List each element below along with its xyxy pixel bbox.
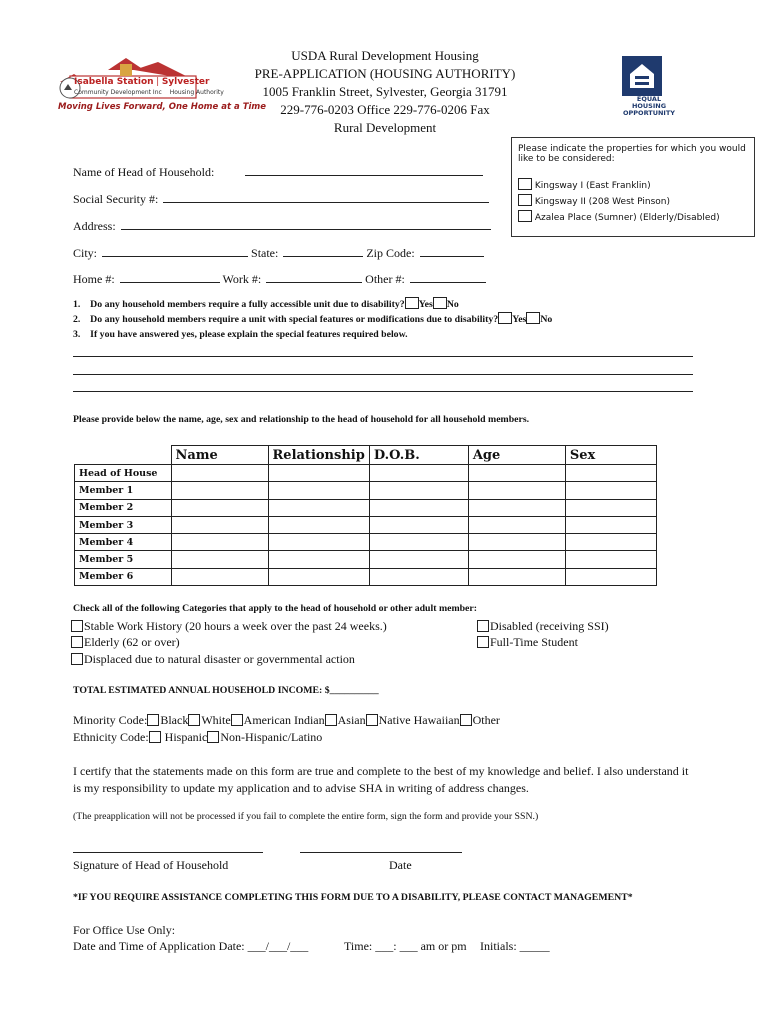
- student-label: Full-Time Student: [490, 635, 578, 649]
- state-label: State:: [251, 246, 279, 260]
- date-line[interactable]: [300, 852, 462, 853]
- q1-no-label: No: [446, 299, 459, 310]
- address-field[interactable]: [121, 229, 491, 230]
- office-use-heading: For Office Use Only:: [73, 923, 176, 937]
- state-field[interactable]: [283, 256, 363, 257]
- hispanic-label: Hispanic: [164, 730, 208, 744]
- cell[interactable]: [369, 534, 468, 551]
- cell[interactable]: [171, 551, 268, 568]
- cell[interactable]: [171, 568, 268, 585]
- ssn-label: Social Security #:: [73, 192, 159, 206]
- q2-yes-label: Yes: [512, 314, 527, 325]
- non-hispanic-label: Non-Hispanic/Latino: [220, 730, 323, 744]
- asian-label: Asian: [337, 713, 366, 727]
- cell[interactable]: [565, 534, 656, 551]
- header-address: 1005 Franklin Street, Sylvester, Georgia 31791: [262, 84, 508, 99]
- eho-text: [620, 96, 678, 117]
- stable-label: Stable Work History (20 hours a week over the past 24 weeks.): [84, 619, 387, 633]
- work-phone-label: Work #:: [222, 272, 262, 286]
- disabled-label: Disabled (receiving SSI): [490, 619, 609, 633]
- black-checkbox[interactable]: [147, 714, 159, 726]
- zip-label: Zip Code:: [366, 246, 415, 260]
- col-name: Name: [171, 446, 268, 465]
- home-phone-field[interactable]: [120, 282, 220, 283]
- head-name-label: Name of Head of Household:: [73, 165, 215, 179]
- non-hispanic-checkbox[interactable]: [207, 731, 219, 743]
- cell[interactable]: [369, 568, 468, 585]
- cell[interactable]: [369, 551, 468, 568]
- processing-note: (The preapplication will not be processed if you fail to complete the entire form, sign the form and provide your SSN.): [73, 811, 539, 822]
- certification-text: I certify that the statements made on this form are true and complete to the best of my knowledge and belief. I also understand it is my responsibility to update my application and to advise SHA in writing of address changes.: [73, 764, 689, 795]
- cell[interactable]: [268, 551, 369, 568]
- category-disabled[interactable]: [477, 619, 609, 634]
- cell[interactable]: [171, 534, 268, 551]
- property-label-2: Kingsway II (208 West Pinson): [534, 197, 670, 207]
- logo-name-1: Isabella Station: [74, 77, 154, 87]
- ethnicity-label: Ethnicity Code:: [73, 730, 149, 744]
- q1-yes-checkbox[interactable]: [405, 297, 419, 309]
- row-label: Member 4: [75, 534, 172, 551]
- head-name-row: [73, 165, 483, 180]
- cell[interactable]: [468, 499, 565, 516]
- asian-checkbox[interactable]: [325, 714, 337, 726]
- address-row: [73, 219, 491, 234]
- q2-yes-checkbox[interactable]: [498, 312, 512, 324]
- displaced-checkbox[interactable]: [71, 653, 83, 665]
- cell[interactable]: [268, 568, 369, 585]
- question-1-text: Do any household members require a fully accessible unit due to disability?: [90, 299, 405, 310]
- category-stable[interactable]: [71, 619, 387, 634]
- property-checkbox-3[interactable]: [518, 210, 532, 222]
- native-hawaiian-checkbox[interactable]: [366, 714, 378, 726]
- row-label: Member 5: [75, 551, 172, 568]
- logo-sub-1: Community Development Inc: [74, 89, 162, 96]
- minority-row: [73, 713, 500, 728]
- signature-line[interactable]: [73, 852, 263, 853]
- cell[interactable]: [369, 516, 468, 533]
- q2-no-checkbox[interactable]: [526, 312, 540, 324]
- ssn-field[interactable]: [163, 202, 489, 203]
- cell[interactable]: [171, 482, 268, 499]
- explain-line-2[interactable]: [73, 374, 693, 375]
- cell[interactable]: [171, 499, 268, 516]
- cell[interactable]: [468, 534, 565, 551]
- address-label: Address:: [73, 219, 116, 233]
- explain-line-1[interactable]: [73, 356, 693, 357]
- equal-housing-icon: [622, 56, 662, 96]
- cell[interactable]: [171, 516, 268, 533]
- table-row: [75, 482, 657, 499]
- cell[interactable]: [565, 482, 656, 499]
- city-row: [73, 246, 484, 261]
- city-label: City:: [73, 246, 98, 260]
- elderly-checkbox[interactable]: [71, 636, 83, 648]
- cell[interactable]: [468, 482, 565, 499]
- properties-box: [511, 137, 755, 237]
- explain-line-3[interactable]: [73, 391, 693, 392]
- header-dept: Rural Development: [333, 120, 437, 135]
- question-1: 1. Do any household members require a fully accessible unit due to disability? Yes No: [73, 299, 459, 310]
- logo-text: Isabella Station | Sylvester: [74, 77, 210, 87]
- row-label: Head of House: [75, 465, 172, 482]
- white-label: White: [201, 713, 231, 727]
- eho-line2: OPPORTUNITY: [622, 109, 675, 117]
- row-label: Member 6: [75, 568, 172, 585]
- category-displaced[interactable]: [71, 652, 355, 667]
- logo-tagline: Moving Lives Forward, One Home at a Time: [58, 102, 267, 112]
- household-members-table: [74, 445, 657, 586]
- cell[interactable]: [565, 568, 656, 585]
- work-phone-field[interactable]: [266, 282, 362, 283]
- questions: [73, 297, 552, 342]
- head-name-field[interactable]: [245, 175, 483, 176]
- header-phones: 229-776-0203 Office 229-776-0206 Fax: [280, 102, 490, 117]
- cell[interactable]: [268, 534, 369, 551]
- zip-field[interactable]: [420, 256, 484, 257]
- cell[interactable]: [468, 551, 565, 568]
- property-checkbox-1[interactable]: [518, 178, 532, 190]
- property-option-2[interactable]: [518, 194, 748, 210]
- table-row: [75, 516, 657, 533]
- question-3: 3. If you have answered yes, please explain the special features required below.: [73, 329, 408, 340]
- city-field[interactable]: [102, 256, 248, 257]
- cell[interactable]: [565, 499, 656, 516]
- table-row: [75, 499, 657, 516]
- native-hawaiian-label: Native Hawaiian: [378, 713, 460, 727]
- signature-label: Signature of Head of Household: [73, 858, 229, 872]
- members-intro: Please provide below the name, age, sex and relationship to the head of household for all household members.: [73, 414, 530, 425]
- question-2: 2. Do any household members require a unit with special features or modifications due to disability? Yes No: [73, 314, 553, 325]
- categories-heading: Check all of the following Categories that apply to the head of household or other adult member:: [73, 603, 478, 614]
- category-student[interactable]: [477, 635, 578, 650]
- property-label-1: Kingsway I (East Franklin): [534, 181, 651, 191]
- q2-no-label: No: [540, 314, 553, 325]
- table-corner: [75, 446, 172, 465]
- category-elderly[interactable]: [71, 635, 180, 650]
- minority-label: Minority Code:: [73, 713, 148, 727]
- other-label: Other: [472, 713, 500, 727]
- cell[interactable]: [369, 482, 468, 499]
- table-row: [75, 568, 657, 585]
- cell[interactable]: [268, 482, 369, 499]
- cell[interactable]: [468, 568, 565, 585]
- other-phone-label: Other #:: [365, 272, 405, 286]
- col-sex: Sex: [565, 446, 656, 465]
- other-checkbox[interactable]: [460, 714, 472, 726]
- date-label: Date: [389, 858, 412, 872]
- q1-yes-label: Yes: [418, 299, 433, 310]
- table-header-row: [75, 446, 657, 465]
- cell[interactable]: [369, 499, 468, 516]
- hispanic-checkbox[interactable]: [149, 731, 161, 743]
- cell[interactable]: [369, 465, 468, 482]
- question-2-text: Do any household members require a unit with special features or modifications due to disability?: [90, 314, 499, 325]
- cell[interactable]: [268, 516, 369, 533]
- office-initials-field[interactable]: Initials: _____: [480, 939, 550, 953]
- property-option-1[interactable]: [518, 178, 748, 194]
- logo-name-2: Sylvester: [161, 77, 210, 87]
- properties-heading: Please indicate the properties for which you would like to be considered:: [518, 144, 746, 164]
- q1-no-checkbox[interactable]: [433, 297, 447, 309]
- office-time-field[interactable]: Time: ___: ___ am or pm: [344, 939, 467, 953]
- income-field[interactable]: TOTAL ESTIMATED ANNUAL HOUSEHOLD INCOME: $__________: [73, 685, 379, 696]
- row-label: Member 2: [75, 499, 172, 516]
- property-option-3[interactable]: [518, 210, 748, 226]
- table-row: [75, 534, 657, 551]
- table-row: [75, 551, 657, 568]
- document-header: [200, 47, 570, 137]
- american-indian-label: American Indian: [243, 713, 325, 727]
- cell[interactable]: [268, 465, 369, 482]
- phone-row: [73, 272, 486, 287]
- ethnicity-row: [73, 730, 322, 745]
- question-3-text: If you have answered yes, please explain the special features required below.: [90, 329, 408, 340]
- displaced-label: Displaced due to natural disaster or governmental action: [84, 652, 355, 666]
- eho-line1: EQUAL HOUSING: [631, 95, 667, 110]
- logo-sub-2: Housing Authority: [169, 89, 224, 96]
- stable-checkbox[interactable]: [71, 620, 83, 632]
- col-dob: D.O.B.: [369, 446, 468, 465]
- table-row: [75, 465, 657, 482]
- property-label-3: Azalea Place (Sumner) (Elderly/Disabled): [534, 213, 720, 223]
- col-age: Age: [468, 446, 565, 465]
- office-date-field[interactable]: Date and Time of Application Date: ___/___/___: [73, 939, 309, 953]
- elderly-label: Elderly (62 or over): [84, 635, 180, 649]
- home-phone-label: Home #:: [73, 272, 115, 286]
- row-label: Member 3: [75, 516, 172, 533]
- cell[interactable]: [565, 516, 656, 533]
- cell[interactable]: [468, 465, 565, 482]
- american-indian-checkbox[interactable]: [231, 714, 243, 726]
- ssn-row: [73, 192, 489, 207]
- header-subtitle: PRE-APPLICATION (HOUSING AUTHORITY): [254, 66, 516, 81]
- property-checkbox-2[interactable]: [518, 194, 532, 206]
- other-phone-field[interactable]: [410, 282, 486, 283]
- cell[interactable]: [565, 551, 656, 568]
- assistance-notice: *IF YOU REQUIRE ASSISTANCE COMPLETING THIS FORM DUE TO A DISABILITY, PLEASE CONTACT MANAGEMENT*: [73, 892, 633, 903]
- row-label: Member 1: [75, 482, 172, 499]
- cell[interactable]: [468, 516, 565, 533]
- cell[interactable]: [171, 465, 268, 482]
- white-checkbox[interactable]: [188, 714, 200, 726]
- student-checkbox[interactable]: [477, 636, 489, 648]
- disabled-checkbox[interactable]: [477, 620, 489, 632]
- cell[interactable]: [268, 499, 369, 516]
- black-label: Black: [160, 713, 189, 727]
- cell[interactable]: [565, 465, 656, 482]
- header-title: USDA Rural Development Housing: [291, 48, 479, 63]
- col-relationship: Relationship: [268, 446, 369, 465]
